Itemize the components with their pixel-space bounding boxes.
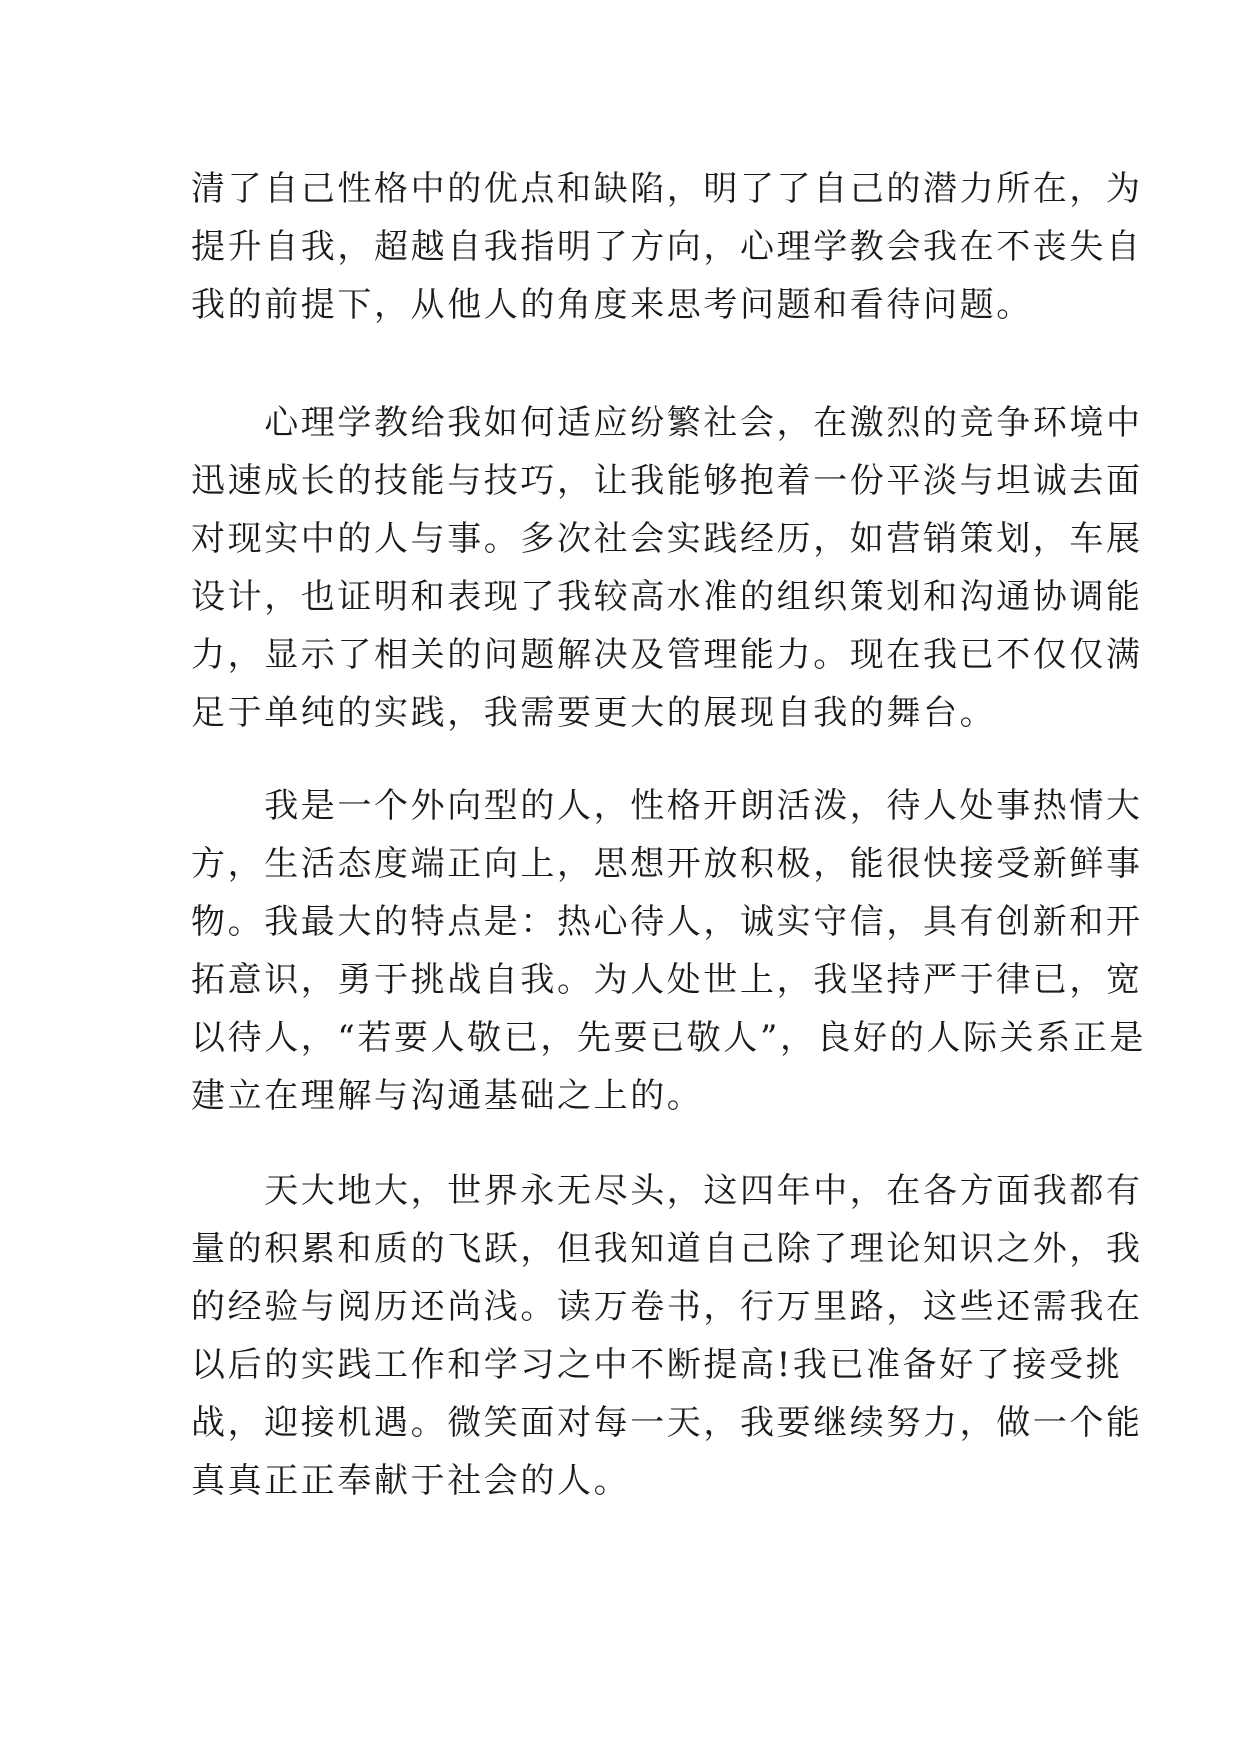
paragraph-3-line-5: 以待人，“若要人敬已，先要已敬人”，良好的人际关系正是 xyxy=(191,1018,1146,1058)
paragraph-1-line-2: 提升自我，超越自我指明了方向，心理学教会我在不丧失自 xyxy=(191,227,1143,267)
paragraph-2-line-6: 足于单纯的实践，我需要更大的展现自我的舞台。 xyxy=(191,693,997,733)
paragraph-4-line-2: 量的积累和质的飞跃，但我知道自己除了理论知识之外，我 xyxy=(191,1229,1143,1269)
paragraph-4-line-4: 以后的实践工作和学习之中不断提高!我已准备好了接受挑 xyxy=(191,1345,1123,1385)
paragraph-2 xyxy=(191,394,1143,742)
paragraph-2-line-2: 迅速成长的技能与技巧，让我能够抱着一份平淡与坦诚去面 xyxy=(191,461,1143,501)
paragraph-2-line-4: 设计，也证明和表现了我较高水准的组织策划和沟通协调能 xyxy=(191,577,1143,617)
paragraph-3-line-6: 建立在理解与沟通基础之上的。 xyxy=(191,1076,704,1116)
paragraph-1 xyxy=(191,160,1143,334)
paragraph-3-line-2: 方，生活态度端正向上，思想开放积极，能很快接受新鲜事 xyxy=(191,844,1143,884)
paragraph-4-line-5: 战，迎接机遇。微笑面对每一天，我要继续努力，做一个能 xyxy=(191,1403,1143,1443)
paragraph-3-line-3: 物。我最大的特点是：热心待人，诚实守信，具有创新和开 xyxy=(191,902,1143,942)
paragraph-3-line-1: 我是一个外向型的人，性格开朗活泼，待人处事热情大 xyxy=(191,786,1143,826)
paragraph-3 xyxy=(191,777,1146,1125)
paragraph-2-line-3: 对现实中的人与事。多次社会实践经历，如营销策划，车展 xyxy=(191,519,1143,559)
paragraph-4-line-1: 天大地大，世界永无尽头，这四年中，在各方面我都有 xyxy=(191,1171,1143,1211)
paragraph-4 xyxy=(191,1162,1143,1510)
paragraph-1-line-3: 我的前提下，从他人的角度来思考问题和看待问题。 xyxy=(191,285,1033,325)
paragraph-4-line-6: 真真正正奉献于社会的人。 xyxy=(191,1461,631,1501)
paragraph-3-line-4: 拓意识，勇于挑战自我。为人处世上，我坚持严于律已，宽 xyxy=(191,960,1143,1000)
paragraph-2-line-5: 力，显示了相关的问题解决及管理能力。现在我已不仅仅满 xyxy=(191,635,1143,675)
paragraph-1-line-1: 清了自己性格中的优点和缺陷，明了了自己的潜力所在，为 xyxy=(191,169,1143,209)
paragraph-4-line-3: 的经验与阅历还尚浅。读万卷书，行万里路，这些还需我在 xyxy=(191,1287,1143,1327)
paragraph-2-line-1: 心理学教给我如何适应纷繁社会，在激烈的竞争环境中 xyxy=(191,403,1143,443)
